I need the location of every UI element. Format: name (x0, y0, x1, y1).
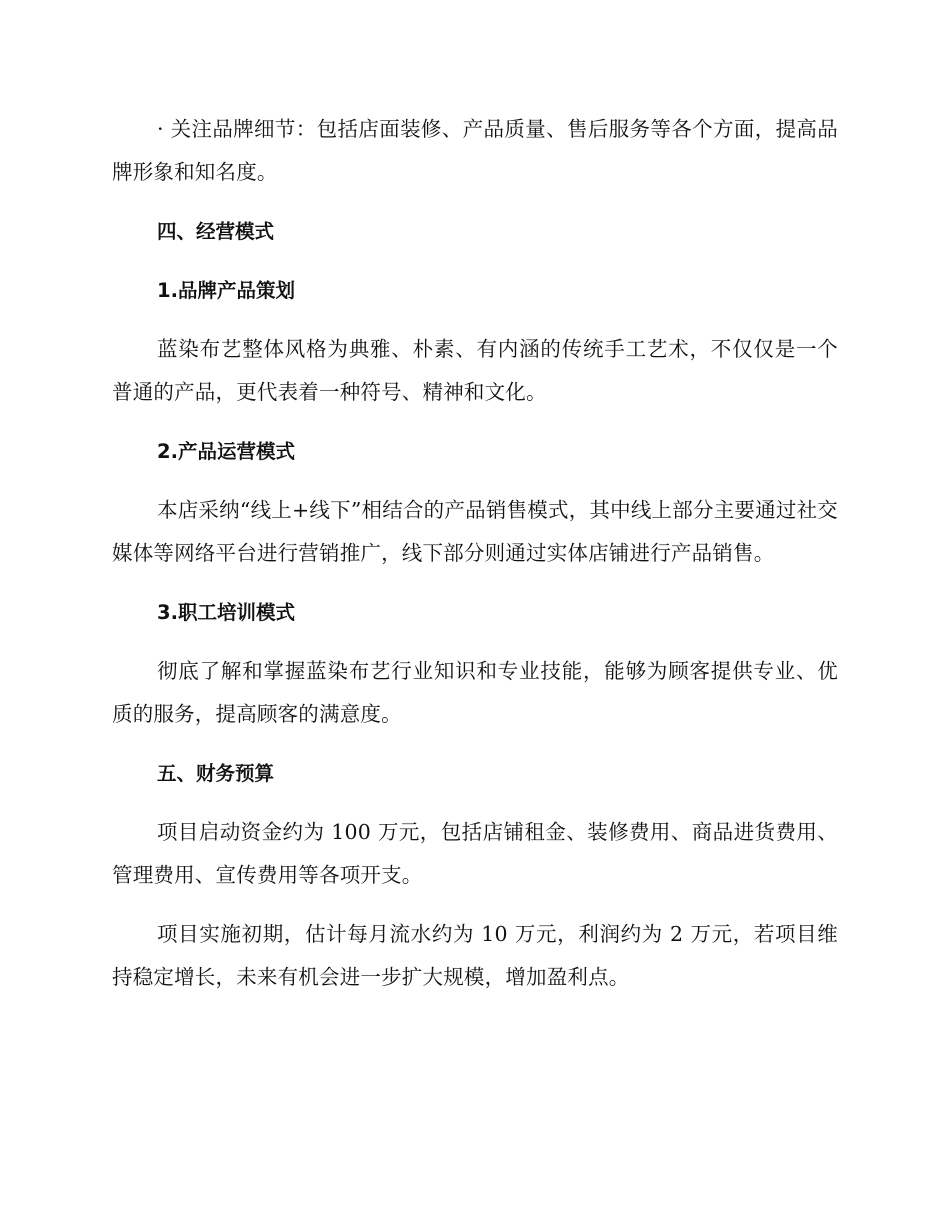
section-heading-business-model: 四、经营模式 (157, 220, 275, 243)
paragraph-early-revenue: 项目实施初期，估计每月流水约为 10 万元，利润约为 2 万元，若项目维持稳定增长，未来有机会进一步扩大规模，增加盈利点。 (112, 922, 838, 989)
subheading-brand-product-planning: 1.品牌产品策划 (157, 279, 295, 302)
document-body (112, 108, 838, 1015)
paragraph-startup-capital: 项目启动资金约为 100 万元，包括店铺租金、装修费用、商品进货费用、管理费用、宣传费用等各项开支。 (112, 820, 838, 887)
subheading-staff-training-model: 3.职工培训模式 (157, 601, 295, 624)
bullet-paragraph-brand-details: · 关注品牌细节：包括店面装修、产品质量、售后服务等各个方面，提高品牌形象和知名度。 (112, 117, 838, 184)
paragraph-staff-training: 彻底了解和掌握蓝染布艺行业知识和专业技能，能够为顾客提供专业、优质的服务，提高顾客的满意度。 (112, 659, 838, 726)
section-heading-financial-budget: 五、财务预算 (157, 762, 275, 785)
subheading-product-operation-model: 2.产品运营模式 (157, 440, 295, 463)
paragraph-sales-model: 本店采纳“线上+线下”相结合的产品销售模式，其中线上部分主要通过社交媒体等网络平台进行营销推广，线下部分则通过实体店铺进行产品销售。 (112, 498, 838, 565)
paragraph-product-style: 蓝染布艺整体风格为典雅、朴素、有内涵的传统手工艺术，不仅仅是一个普通的产品，更代表着一种符号、精神和文化。 (112, 337, 838, 404)
